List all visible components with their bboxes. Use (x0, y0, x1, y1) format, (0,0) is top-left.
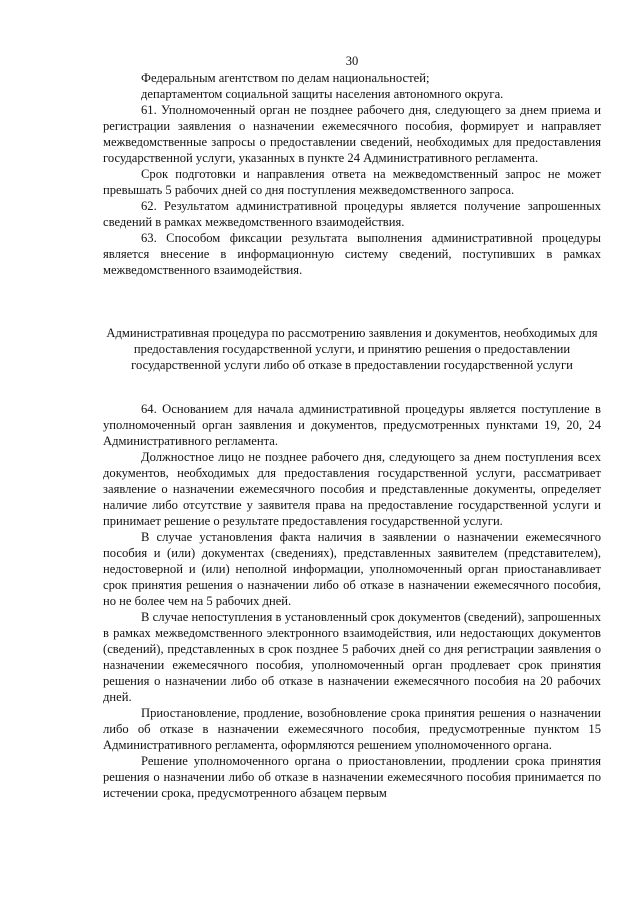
paragraph: Срок подготовки и направления ответа на межведомственный запрос не может превышать 5 рабочих дней со дня поступления межведомственного запроса. (103, 167, 601, 197)
paragraph-64: 64. Основанием для начала административной процедуры является поступление в уполномоченный орган заявления и документов, предусмотренных пунктами 19, 20, 24 Административного регламента. (103, 402, 601, 448)
paragraph: Приостановление, продление, возобновление срока принятия решения о назначении либо об отказе в назначении ежемесячного пособия, предусмотренные пунктом 15 Административного регламента, оформляются решением уполномоченного органа. (103, 706, 601, 752)
section-heading: Административная процедура по рассмотрению заявления и документов, необходимых для предоставления государственной услуги, и принятию решения о предоставлении государственной услуги либо об отказе в предоставлении государственной услуги (106, 326, 598, 372)
section-application-review (103, 401, 601, 801)
paragraph-61: 61. Уполномоченный орган не позднее рабочего дня, следующего за днем приема и регистрации заявления о назначении ежемесячного пособия, формирует и направляет межведомственные запросы о предоставлении сведений, необходимых для предоставления государственной услуги, указанных в пункте 24 Административного регламента. (103, 103, 601, 165)
paragraph: Федеральным агентством по делам национальностей; (141, 71, 430, 85)
paragraph-63: 63. Способом фиксации результата выполнения административной процедуры является внесение в информационную систему сведений, поступивших в рамках межведомственного взаимодействия. (103, 231, 601, 277)
paragraph: департаментом социальной защиты населения автономного округа. (141, 87, 504, 101)
page-number: 30 (345, 54, 359, 68)
section-interagency-requests (103, 70, 601, 278)
paragraph: Должностное лицо не позднее рабочего дня, следующего за днем поступления всех документов, необходимых для предоставления государственной услуги, рассматривает заявление о назначении ежемесячного пособия и представленные документы, определяет наличие либо отсутствие у заявителя права на предоставление государственной услуги и принимает решение о результате предоставления государственной услуги. (103, 450, 601, 528)
paragraph: Решение уполномоченного органа о приостановлении, продлении срока принятия решения о назначении либо об отказе в назначении ежемесячного пособия принимается по истечении срока, предусмотренного абзацем первым (103, 754, 601, 800)
paragraph: В случае установления факта наличия в заявлении о назначении ежемесячного пособия и (или) документах (сведениях), представленных заявителем (представителем), недостоверной и (или) неполной информации, уполномоченный орган приостанавливает срок принятия решения о назначении либо об отказе в назначении ежемесячного пособия, но не более чем на 5 рабочих дней. (103, 530, 601, 608)
paragraph: В случае непоступления в установленный срок документов (сведений), запрошенных в рамках межведомственного электронного взаимодействия, или недостающих документов (сведений), представленных в срок позднее 5 рабочих дней со дня регистрации заявления о назначении ежемесячного пособия, уполномоченный орган продлевает срок принятия решения о назначении либо об отказе в назначении ежемесячного пособия на 20 рабочих дней. (103, 610, 601, 704)
paragraph-62: 62. Результатом административной процедуры является получение запрошенных сведений в рамках межведомственного взаимодействия. (103, 199, 601, 229)
